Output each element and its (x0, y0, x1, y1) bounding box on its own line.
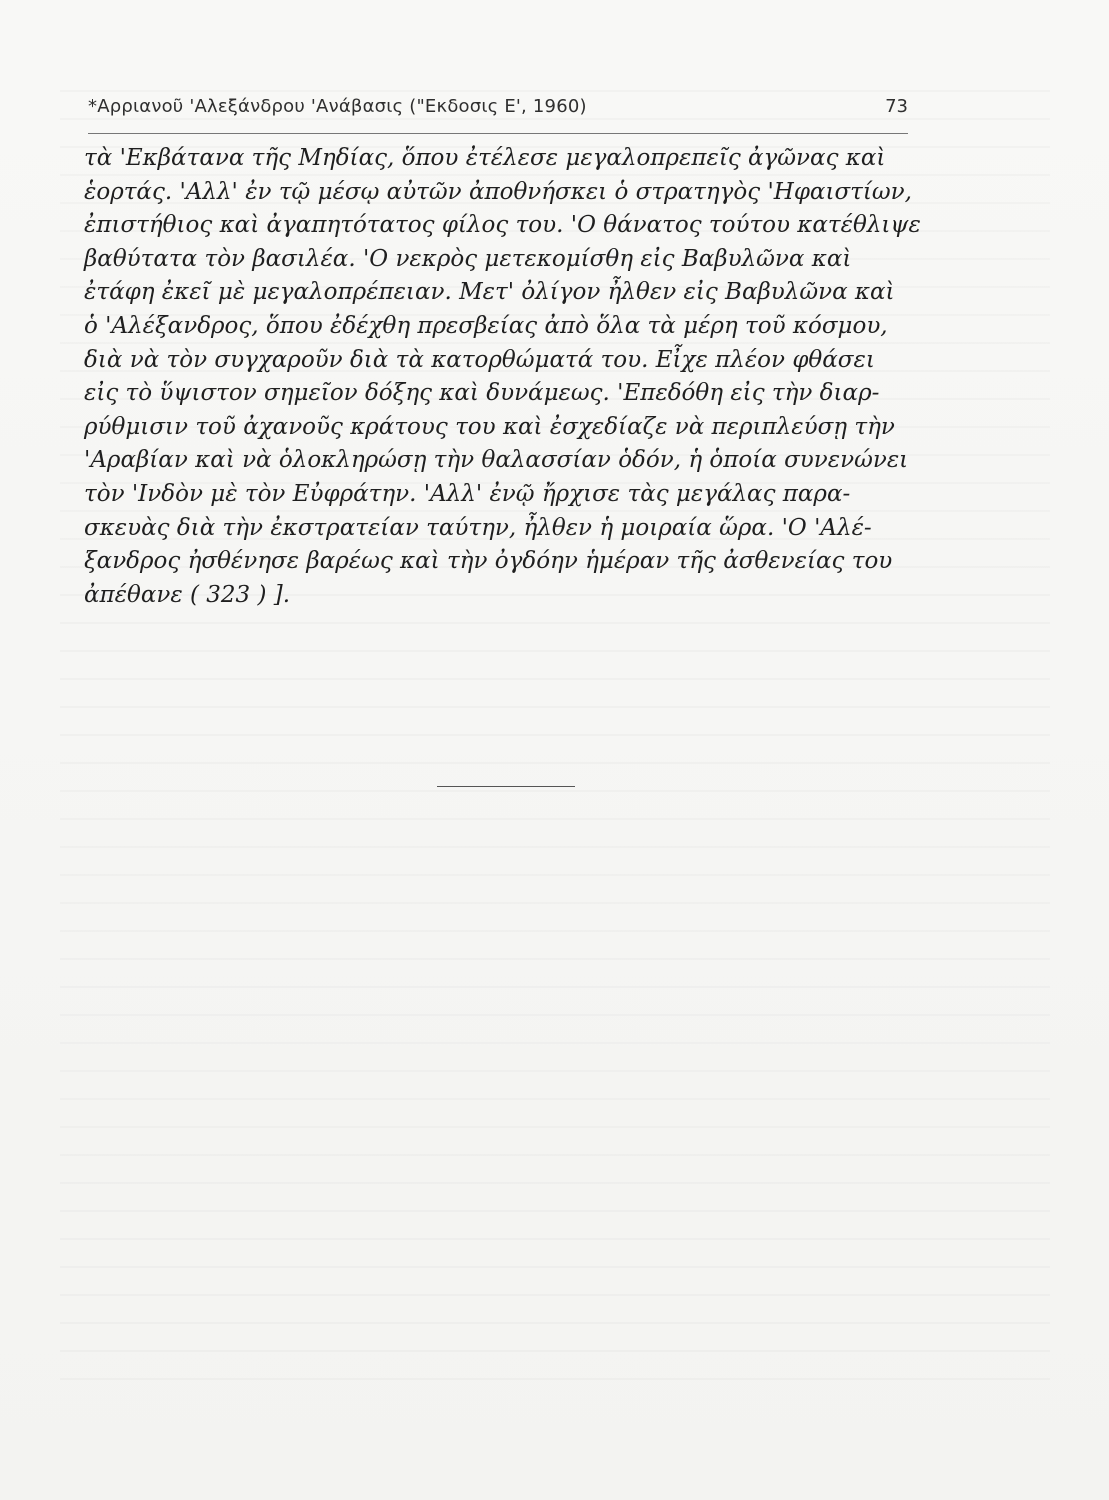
text-line: ἐτάφη ἐκεῖ μὲ μεγαλοπρέπειαν. Μετ' ὀλίγον ἦλθεν εἰς Βαβυλῶνα καὶ (84, 279, 895, 306)
text-line: ρύθμισιν τοῦ ἀχανοῦς κράτους του καὶ ἐσχεδίαζε νὰ περιπλεύσῃ τὴν (84, 413, 895, 440)
page-number: 73 (885, 96, 908, 117)
page-header (88, 96, 908, 130)
text-line: ἐπιστήθιος καὶ ἀγαπητότατος φίλος του. 'Ο θάνατος τούτου κατέθλιψε (84, 212, 921, 239)
text-line: διὰ νὰ τὸν συγχαροῦν διὰ τὰ κατορθώματά του. Εἶχε πλέον φθάσει (84, 346, 875, 373)
running-head: *Αρριανοῦ 'Αλεξάνδρου 'Ανάβασις ("Εκδοσις Ε', 1960) (88, 96, 587, 117)
text-line: σκευὰς διὰ τὴν ἐκστρατείαν ταύτην, ἦλθεν ἡ μοιραία ὥρα. 'Ο 'Αλέ- (84, 514, 872, 541)
text-line: εἰς τὸ ὕψιστον σημεῖον δόξης καὶ δυνάμεως. 'Επεδόθη εἰς τὴν διαρ- (84, 380, 880, 407)
text-line: ὁ 'Αλέξανδρος, ὅπου ἐδέχθη πρεσβείας ἀπὸ ὅλα τὰ μέρη τοῦ κόσμου, (84, 312, 888, 339)
text-line: 'Αραβίαν καὶ νὰ ὁλοκληρώσῃ τὴν θαλασσίαν ὁδόν, ἡ ὁποία συνενώνει (84, 447, 909, 474)
text-line: ξανδρος ἠσθένησε βαρέως καὶ τὴν ὀγδόην ἡμέραν τῆς ἀσθενείας του (84, 548, 893, 575)
section-rule (437, 786, 575, 787)
text-line: τὸν 'Ινδὸν μὲ τὸν Εὐφράτην. 'Αλλ' ἐνῷ ἤρχισε τὰς μεγάλας παρα- (84, 480, 851, 507)
text-line: βαθύτατα τὸν βασιλέα. 'Ο νεκρὸς μετεκομίσθη εἰς Βαβυλῶνα καὶ (84, 245, 852, 272)
text-line: τὰ 'Εκβάτανα τῆς Μηδίας, ὅπου ἐτέλεσε μεγαλοπρεπεῖς ἀγῶνας καὶ (84, 145, 886, 171)
text-line: ἀπέθανε ( 323 ) ]. (84, 581, 291, 608)
header-rule (88, 133, 908, 134)
text-line: ἑορτάς. 'Αλλ' ἐν τῷ μέσῳ αὐτῶν ἀποθνήσκει ὁ στρατηγὸς 'Ηφαιστίων, (84, 178, 912, 205)
body-paragraph (84, 142, 921, 612)
